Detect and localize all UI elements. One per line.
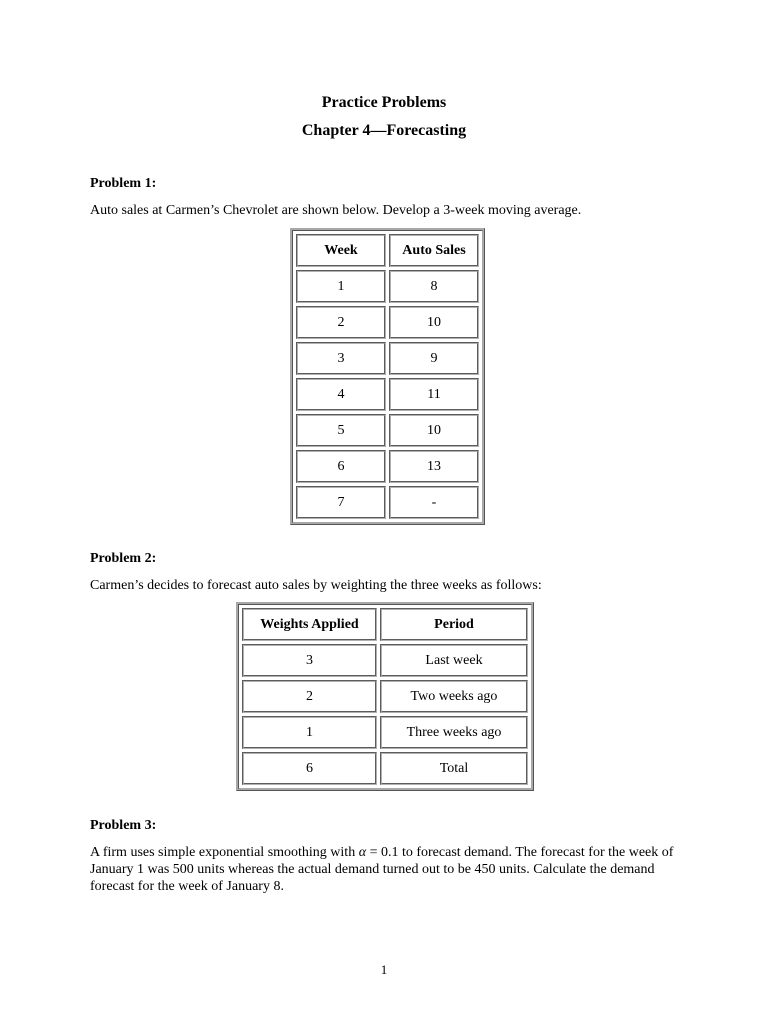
table-cell: 1: [242, 716, 377, 749]
table-row: [296, 270, 479, 303]
weights-table: [236, 602, 534, 791]
problem-1-text: Auto sales at Carmen’s Chevrolet are shown below. Develop a 3-week moving average.: [90, 203, 582, 218]
table-cell: 5: [296, 414, 386, 447]
problem-3-text: [90, 844, 690, 895]
problem-3-heading: Problem 3:: [90, 818, 157, 833]
problem-2-text: Carmen’s decides to forecast auto sales by weighting the three weeks as follows:: [90, 578, 542, 593]
problem-1-heading: Problem 1:: [90, 176, 157, 191]
chapter-title: Chapter 4—Forecasting: [301, 122, 467, 139]
column-header: Weights Applied: [242, 608, 377, 641]
table-cell: 10: [389, 306, 479, 339]
table-cell: 2: [296, 306, 386, 339]
table-row: [242, 644, 528, 677]
page-title: Practice Problems: [321, 94, 447, 111]
table-cell: 2: [242, 680, 377, 713]
table-cell: 6: [242, 752, 377, 785]
table-cell: 8: [389, 270, 479, 303]
page-number: 1: [380, 962, 388, 977]
table-cell: 11: [389, 378, 479, 411]
table-cell: 3: [242, 644, 377, 677]
problem-3-text-before: A firm uses simple exponential smoothing with: [90, 845, 359, 860]
problem-2-heading: Problem 2:: [90, 551, 157, 566]
column-header: Period: [380, 608, 528, 641]
alpha-symbol: α: [358, 845, 367, 860]
table-cell: Two weeks ago: [380, 680, 528, 713]
table-cell: 4: [296, 378, 386, 411]
table-row: [296, 306, 479, 339]
table-row: [296, 342, 479, 375]
table-row: [296, 450, 479, 483]
table-row: [242, 752, 528, 785]
table-cell: Three weeks ago: [380, 716, 528, 749]
table-cell: -: [389, 486, 479, 519]
table-row: [242, 680, 528, 713]
auto-sales-table: [290, 228, 485, 525]
table-cell: 1: [296, 270, 386, 303]
column-header: Auto Sales: [389, 234, 479, 267]
table-header-row: [242, 608, 528, 641]
table-cell: 7: [296, 486, 386, 519]
column-header: Week: [296, 234, 386, 267]
table-row: [296, 378, 479, 411]
table-cell: 13: [389, 450, 479, 483]
table-cell: 3: [296, 342, 386, 375]
table-cell: 9: [389, 342, 479, 375]
table-row: [296, 414, 479, 447]
problem-3-text-after: = 0.1 to forecast demand. The forecast for the week of January 1 was 500 units whereas the actual demand turned out to be 450 units. Calculate the demand forecast for the week of January 8.: [90, 845, 674, 894]
table-cell: Last week: [380, 644, 528, 677]
table-cell: Total: [380, 752, 528, 785]
table-row: [242, 716, 528, 749]
table-cell: 10: [389, 414, 479, 447]
table-cell: 6: [296, 450, 386, 483]
table-row: [296, 486, 479, 519]
table-header-row: [296, 234, 479, 267]
